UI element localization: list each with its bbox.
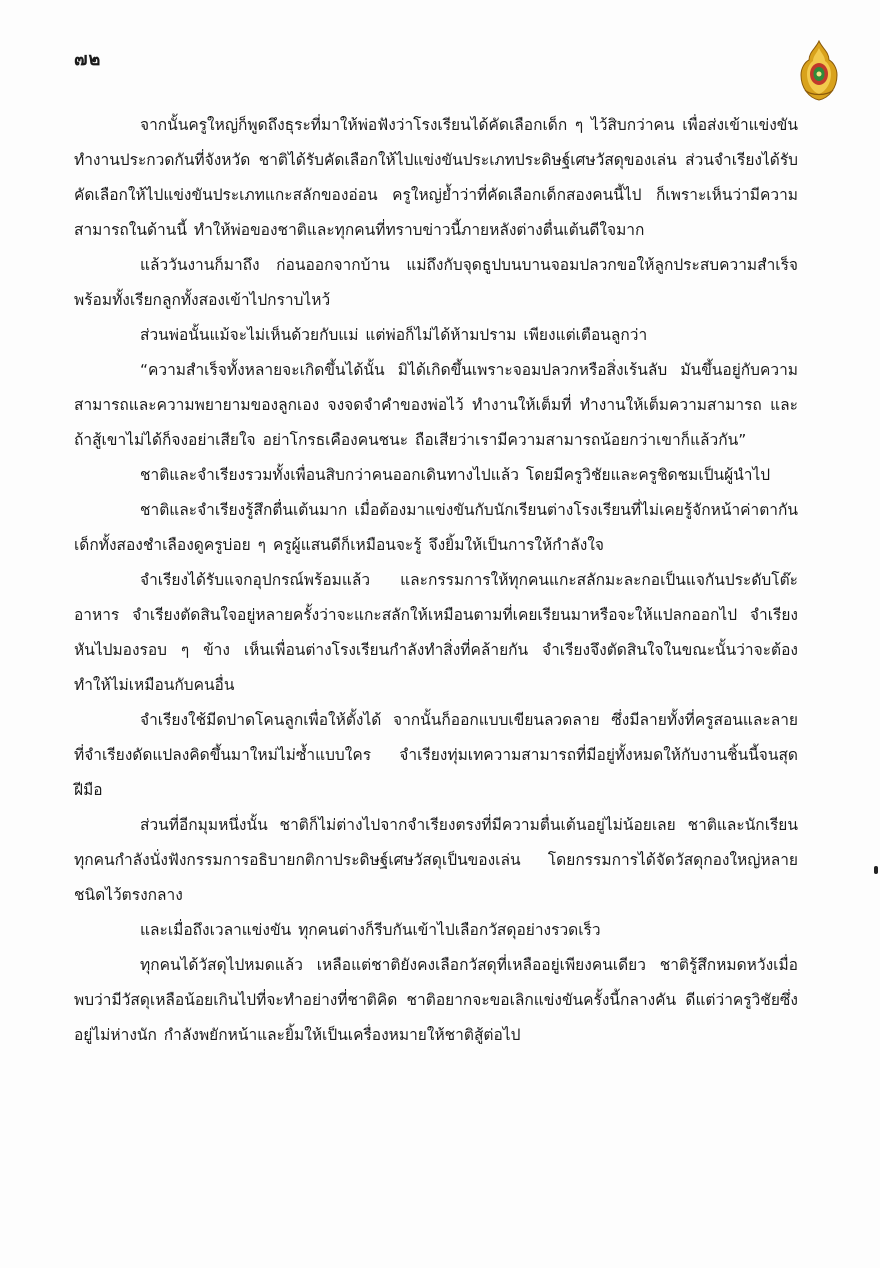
paragraph: “ความสำเร็จทั้งหลายจะเกิดขึ้นได้นั้น มิได้เกิดขึ้นเพราะจอมปลวกหรือสิ่งเร้นลับ มันขึ้นอยู่กับความสามารถและความพยายามของลูกเอง จงจดจำคำของพ่อไว้ ทำงานให้เต็มที่ ทำงานให้เต็มความสามารถ และถ้าสู้เขาไม่ได้ก็จงอย่าเสียใจ อย่าโกรธเคืองคนชนะ ถือเสียว่าเรามีความสามารถน้อยกว่าเขาก็แล้วกัน” bbox=[74, 361, 798, 449]
body-text bbox=[74, 108, 798, 1053]
paragraph: ทุกคนได้วัสดุไปหมดแล้ว เหลือแต่ชาติยังคงเลือกวัสดุที่เหลืออยู่เพียงคนเดียว ชาติรู้สึกหมดหวังเมื่อพบว่ามีวัสดุเหลือน้อยเกินไปที่จะทำอย่างที่ชาติคิด ชาติอยากจะขอเลิกแข่งขันครั้งนี้กลางคัน ดีแต่ว่าครูวิชัยซึ่งอยู่ไม่ห่างนัก กำลังพยักหน้าและยิ้มให้เป็นเครื่องหมายให้ชาติสู้ต่อไป bbox=[74, 956, 798, 1044]
page-number: ๗๒ bbox=[74, 49, 102, 70]
paragraph: ชาติและจำเรียงรวมทั้งเพื่อนสิบกว่าคนออกเดินทางไปแล้ว โดยมีครูวิชัยและครูชิดชมเป็นผู้นำไป bbox=[140, 466, 771, 484]
paragraph: จำเรียงได้รับแจกอุปกรณ์พร้อมแล้ว และกรรมการให้ทุกคนแกะสลักมะละกอเป็นแจกันประดับโต๊ะอาหาร จำเรียงตัดสินใจอยู่หลายครั้งว่าจะแกะสลักให้เหมือนตามที่เคยเรียนมาหรือจะให้แปลกออกไป จำเรียงหันไปมองรอบ ๆ ข้าง เห็นเพื่อนต่างโรงเรียนกำลังทำสิ่งที่คล้ายกัน จำเรียงจึงตัดสินใจในขณะนั้นว่าจะต้องทำให้ไม่เหมือนกับคนอื่น bbox=[74, 571, 798, 694]
paragraph: ชาติและจำเรียงรู้สึกตื่นเต้นมาก เมื่อต้องมาแข่งขันกับนักเรียนต่างโรงเรียนที่ไม่เคยรู้จักหน้าค่าตากัน เด็กทั้งสองชำเลืองดูครูบ่อย ๆ ครูผู้แสนดีก็เหมือนจะรู้ จึงยิ้มให้เป็นการให้กำลังใจ bbox=[74, 501, 798, 554]
paragraph: และเมื่อถึงเวลาแข่งขัน ทุกคนต่างก็รีบกันเข้าไปเลือกวัสดุอย่างรวดเร็ว bbox=[140, 921, 601, 939]
royal-emblem-icon bbox=[796, 40, 842, 102]
scan-edge-mark bbox=[874, 866, 878, 874]
paragraph: ส่วนที่อีกมุมหนึ่งนั้น ชาติก็ไม่ต่างไปจากจำเรียงตรงที่มีความตื่นเต้นอยู่ไม่น้อยเลย ชาติและนักเรียนทุกคนกำลังนั่งฟังกรรมการอธิบายกติกาประดิษฐ์เศษวัสดุเป็นของเล่น โดยกรรมการได้จัดวัสดุกองใหญ่หลายชนิดไว้ตรงกลาง bbox=[74, 816, 798, 904]
paragraph: จากนั้นครูใหญ่ก็พูดถึงธุระที่มาให้พ่อฟังว่าโรงเรียนได้คัดเลือกเด็ก ๆ ไว้สิบกว่าคน เพื่อส่งเข้าแข่งขันทำงานประกวดกันที่จังหวัด ชาติได้รับคัดเลือกให้ไปแข่งขันประเภทประดิษฐ์เศษวัสดุของเล่น ส่วนจำเรียงได้รับคัดเลือกให้ไปแข่งขันประเภทแกะสลักของอ่อน ครูใหญ่ย้ำว่าที่คัดเลือกเด็กสองคนนี้ไป ก็เพราะเห็นว่ามีความสามารถในด้านนี้ ทำให้พ่อของชาติและทุกคนที่ทราบข่าวนี้ภายหลังต่างตื่นเต้นดีใจมาก bbox=[74, 116, 798, 239]
paragraph: ส่วนพ่อนั้นแม้จะไม่เห็นด้วยกับแม่ แต่พ่อก็ไม่ได้ห้ามปราม เพียงแต่เตือนลูกว่า bbox=[140, 326, 648, 344]
paragraph: แล้ววันงานก็มาถึง ก่อนออกจากบ้าน แม่ถึงกับจุดธูปบนบานจอมปลวกขอให้ลูกประสบความสำเร็จ พร้อมทั้งเรียกลูกทั้งสองเข้าไปกราบไหว้ bbox=[74, 256, 798, 309]
paragraph: จำเรียงใช้มีดปาดโคนลูกเพื่อให้ตั้งได้ จากนั้นก็ออกแบบเขียนลวดลาย ซึ่งมีลายทั้งที่ครูสอนและลายที่จำเรียงดัดแปลงคิดขึ้นมาใหม่ไม่ซ้ำแบบใคร จำเรียงทุ่มเทความสามารถที่มีอยู่ทั้งหมดให้กับงานชิ้นนี้จนสุดฝีมือ bbox=[74, 711, 798, 799]
